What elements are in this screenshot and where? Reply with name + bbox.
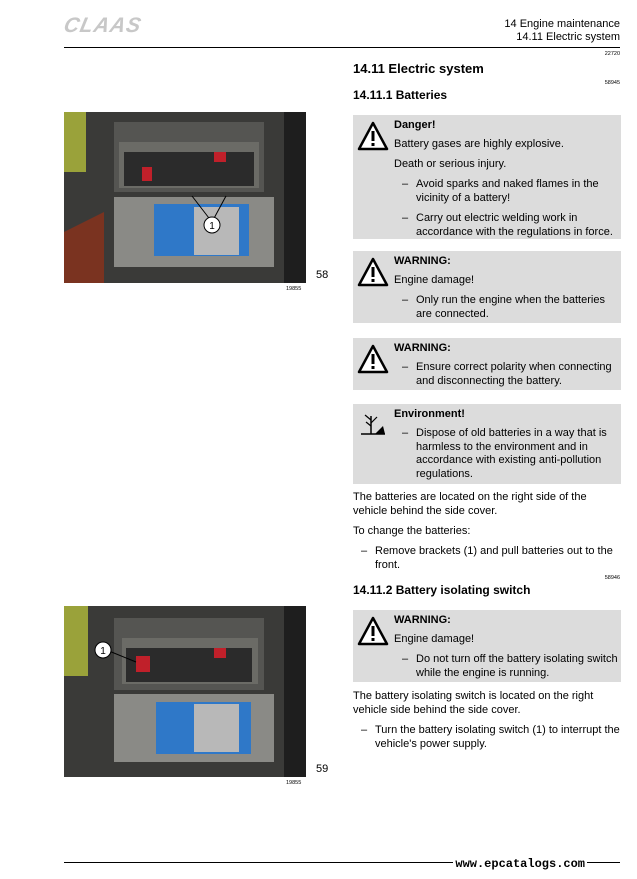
environment-title: Environment! <box>394 408 465 420</box>
warning-line: Engine damage! <box>394 633 475 645</box>
warning-bullet: – Ensure correct polarity when connecting and disconnecting the battery. <box>394 361 619 388</box>
footer-url[interactable]: www.epcatalogs.com <box>455 857 585 871</box>
danger-bullets <box>394 178 619 246</box>
environment-bullet: – Dispose of old batteries in a way that is harmless to the environment and in accordance with existing anti-pollution regulations. <box>394 427 619 481</box>
figure-number-59: 59 <box>316 763 329 775</box>
warning-bullets <box>394 361 619 395</box>
battery-photo-2 <box>64 606 306 777</box>
battery-location-text: The batteries are located on the right side of the vehicle behind the side cover. <box>353 491 587 517</box>
section-code-1: 58945 <box>604 80 620 86</box>
figure-image-code: 19855 <box>286 286 302 292</box>
section-title-header: 14.11 Electric system <box>516 31 620 43</box>
warning-triangle-icon <box>357 616 389 646</box>
header-divider <box>64 47 620 48</box>
switch-steps <box>353 724 621 758</box>
switch-location-text: The battery isolating switch is located on the right vehicle side behind the side cover. <box>353 690 594 716</box>
figure-callout: 1 <box>209 221 215 232</box>
change-step: – Remove brackets (1) and pull batteries out to the front. <box>353 545 621 572</box>
change-batteries-intro: To change the batteries: <box>353 525 471 537</box>
warning-bullets <box>394 653 619 687</box>
warning-bullet: – Do not turn off the battery isolating switch while the engine is running. <box>394 653 619 680</box>
environment-icon <box>357 410 389 438</box>
environment-bullets <box>394 427 619 488</box>
warning-line: Engine damage! <box>394 274 475 286</box>
warning-box-1 <box>353 251 621 323</box>
chapter-title: 14 Engine maintenance <box>504 18 620 30</box>
brand-logo: CLAAS <box>61 14 144 37</box>
danger-bullet: – Carry out electric welding work in accordance with the regulations in force. <box>394 212 619 239</box>
figure-number-58: 58 <box>316 269 329 281</box>
warning-box-3 <box>353 610 621 682</box>
warning-title: WARNING: <box>394 342 451 354</box>
battery-photo-1 <box>64 112 306 283</box>
warning-title: WARNING: <box>394 614 451 626</box>
warning-box-2 <box>353 338 621 390</box>
danger-title: Danger! <box>394 119 436 131</box>
subsection-heading-batteries: 14.11.1 Batteries <box>353 88 448 102</box>
section-code-2: 58946 <box>604 575 620 581</box>
header-code: 22720 <box>604 51 620 57</box>
subsection-heading-switch: 14.11.2 Battery isolating switch <box>353 583 531 597</box>
warning-bullet: – Only run the engine when the batteries are connected. <box>394 294 619 321</box>
warning-title: WARNING: <box>394 255 451 267</box>
switch-step: – Turn the battery isolating switch (1) to interrupt the vehicle's power supply. <box>353 724 621 751</box>
danger-box <box>353 115 621 239</box>
battery-switch-photo-illustration <box>64 606 306 777</box>
warning-triangle-icon <box>357 257 389 287</box>
danger-line-2: Death or serious injury. <box>394 158 507 170</box>
environment-box <box>353 404 621 484</box>
warning-triangle-icon <box>357 121 389 151</box>
change-steps <box>353 545 621 579</box>
section-heading: 14.11 Electric system <box>353 61 484 76</box>
danger-bullet: – Avoid sparks and naked flames in the vicinity of a battery! <box>394 178 619 205</box>
warning-bullets <box>394 294 619 328</box>
figure-image-code: 19855 <box>286 780 302 786</box>
danger-line-1: Battery gases are highly explosive. <box>394 138 564 150</box>
warning-triangle-icon <box>357 344 389 374</box>
battery-photo-illustration <box>64 112 306 283</box>
figure-callout: 1 <box>100 646 106 657</box>
